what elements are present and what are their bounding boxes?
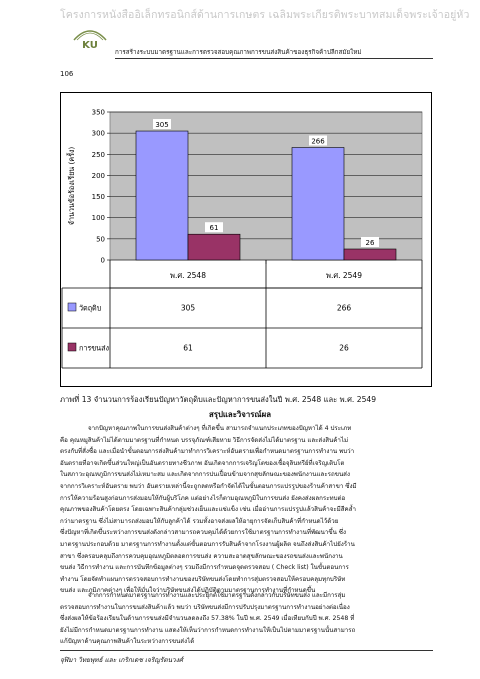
text-line: ซึ่งส่งผลให้ข้อร้องเรียนในด้านการขนส่งมีจำนวนลดลงถึง 57.38% ในปี พ.ศ. 2549 เมื่อเทียบกับปี พ.ศ. 2548 ที่	[60, 615, 355, 623]
text-line: แก้ปัญหาด้านคุณภาพสินค้าในระหว่างการขนส่งได้	[60, 638, 195, 646]
y-tick-label: 300	[91, 129, 105, 138]
text-line: ตรงกับที่สั่งซื้อ และเมื่อนำขั้นตอนการส่งสินค้ามาทำการวิเคราะห์อันตรายเพื่อกำหนดมาตรฐานการทำงาน พบว่า	[60, 448, 355, 456]
y-tick-label: 0	[100, 256, 105, 265]
legend-label: วัตถุดิบ	[79, 303, 102, 313]
y-tick-label: 250	[91, 150, 105, 159]
page-number: 106	[60, 70, 74, 78]
paragraph-2	[60, 590, 432, 648]
bar	[136, 131, 188, 260]
y-tick-label: 100	[91, 214, 105, 223]
text-line: สาขา ซึ่งครอบคลุมถึงการควบคุมอุณหภูมิตลอดการขนส่ง ความสะอาดสุขลักษณะของรถขนส่งและพนักงาน	[60, 552, 343, 560]
text-line: คุณภาพของสินค้าโดยตรง โดยเฉพาะสินค้ากลุ่มช่วงเย็นและแช่แข็ง เช่น เมื่ออ่านการแปรรูปแล้วสินค้าจะมีสีคล้ำ	[60, 506, 356, 514]
section-title: สรุปและวิจารณ์ผล	[209, 410, 271, 419]
data-label: 266	[311, 137, 325, 146]
bar	[344, 249, 396, 260]
data-label: 61	[209, 224, 219, 233]
x-tick-label: พ.ศ. 2548	[170, 271, 206, 280]
bar-chart	[60, 92, 432, 388]
bar	[292, 148, 344, 260]
text-line: จากการวิเคราะห์อันตราย พบว่า อันตรายเหล่านี้จะถูกลดหรือกำจัดได้ในขั้นตอนการแปรรูปของร้านค้าสาขา ซึ่งมี	[60, 482, 357, 490]
y-tick-label: 50	[96, 235, 105, 244]
text-line: จากปัญหาคุณภาพในการขนส่งสินค้าต่างๆ ที่เกิดขึ้น สามารถจำแนกประเภทของปัญหาได้ 4 ประเภท	[88, 425, 352, 432]
ku-logo-icon	[70, 20, 110, 54]
text-line: มาตรฐานประกอบด้วย มาตรฐานการทำงานตั้งแต่ขั้นตอนการรับสินค้าจากโรงงานผู้ผลิต จนถึงส่งสินค้าไปยังร้าน	[60, 540, 355, 548]
bar	[188, 234, 240, 260]
table-cell: 305	[180, 303, 196, 313]
y-tick-label: 200	[91, 171, 105, 180]
watermark-text: โครงการหนังสืออิเล็กทรอนิกส์ด้านการเกษตร เฉลิมพระเกียรติพระบาทสมเด็จพระเจ้าอยู่หัว	[60, 9, 470, 21]
y-axis-label: จำนวนข้อร้องเรียน (ครั้ง)	[67, 146, 76, 226]
legend-label: การขนส่ง	[79, 343, 109, 353]
header-divider	[115, 58, 433, 59]
logo-letters: KU	[82, 40, 98, 51]
text-line: คือ คุณหมูสินค้าไม่ได้ตามมาตรฐานที่กำหนด บรรจุภัณฑ์เสียหาย วิธีการจัดส่งไม่ได้มาตรฐาน และส่งสินค้าไม่	[60, 436, 349, 444]
text-line: ยังไม่มีการกำหนดมาตรฐานการทำงาน แสดงให้เห็นว่าการกำหนดการทำงานให้เป็นไปตามมาตรฐานนั้นสามารถ	[60, 626, 356, 634]
text-line: อันตรายที่อาจเกิดขึ้นส่วนใหญ่เป็นอันตรายทางชีวภาพ อันเกิดจากการเจริญโตของเชื้อจุลินทรีย์ที่เจริญเติบโต	[60, 459, 345, 467]
y-tick-label: 350	[91, 108, 105, 117]
y-tick-label: 150	[91, 193, 105, 202]
header-title: การสร้างระบบมาตรฐานและการตรวจสอบคุณภาพการขนส่งสินค้าของธุรกิจค้าปลีกสมัยใหม่	[115, 49, 362, 56]
text-line: ซึ่งปัญหาที่เกิดขึ้นระหว่างการขนส่งดังกล่าวสามารถควบคุมได้ด้วยการใช้มาตรฐานการทำงานที่พัฒนาขึ้น ซึ่ง	[60, 529, 346, 537]
text-line: ตรวจสอบการทำงานในการขนส่งสินค้าแล้ว พบว่า บริษัทขนส่งมีการปรับปรุงมาตรฐานการทำงานอย่างต่อเนื่อง	[60, 603, 350, 611]
text-line: กว่ามาตรฐาน ซึ่งไม่สามารถส่งมอบให้กับลูกค้าได้ รวมทั้งอาจส่งผลให้อายุการจัดเก็บสินค้าที่กำหนดไว้ด้วย	[60, 517, 339, 525]
text-line: ในสภาวะอุณหภูมิการขนส่งไม่เหมาะสม และเกิดจากการปนเปื้อนข้ามจากสุขลักษณะของพนักงานและรถขนส่ง	[60, 471, 350, 479]
table-cell: 266	[336, 303, 352, 313]
table-cell: 26	[339, 343, 349, 353]
x-tick-label: พ.ศ. 2549	[326, 271, 362, 280]
legend-swatch	[68, 303, 76, 311]
text-line: ขนส่ง และภูมิภาคต่างๆ เพื่อให้มั่นใจว่าบริษัทขนส่งได้ปฏิบัติตามมาตรฐานการทำงานที่กำหนดขึ้น	[60, 587, 316, 595]
data-label: 305	[155, 121, 169, 130]
paragraph-1	[60, 423, 432, 597]
data-label: 26	[365, 239, 375, 248]
text-line: ขนส่ง วิธีการทำงาน และการบันทึกข้อมูลต่างๆ รวมถึงมีการกำหนดจุดตรวจสอบ ( Check list) ในขั้นตอนการ	[60, 564, 349, 572]
text-line: การให้ความร้อนสูงก่อนการส่งมอบให้กับผู้บริโภค แต่อย่างไรก็ตามอุณหภูมิในการขนส่ง ยังคงส่งผลกระทบต่อ	[60, 494, 346, 502]
legend-swatch	[68, 343, 76, 351]
table-cell: 61	[183, 343, 193, 353]
text-line: ทำงาน โดยจัดทำแผนการตรวจสอบการทำงานของบริษัทขนส่งโดยทำการสุ่มตรวจสอบให้ครอบคลุมทุกบริษัท	[60, 575, 346, 583]
footer-authors: จุฬิมา วิทยพุทธ์ และ เกริกเดช เจริญรัตนวงศ์	[60, 656, 183, 664]
figure-caption: ภาพที่ 13 จำนวนการร้องเรียนปัญหาวัตถุดิบและปัญหาการขนส่งในปี พ.ศ. 2548 และ พ.ศ. 2549	[60, 395, 377, 404]
footer-divider	[60, 650, 433, 651]
text-line: จากการกำหนดมาตรฐานการทำงานและประยุกต์ใช้มาตรฐานดังกล่าวกับบริษัทขนส่ง และมีการสุ่ม	[88, 592, 346, 599]
